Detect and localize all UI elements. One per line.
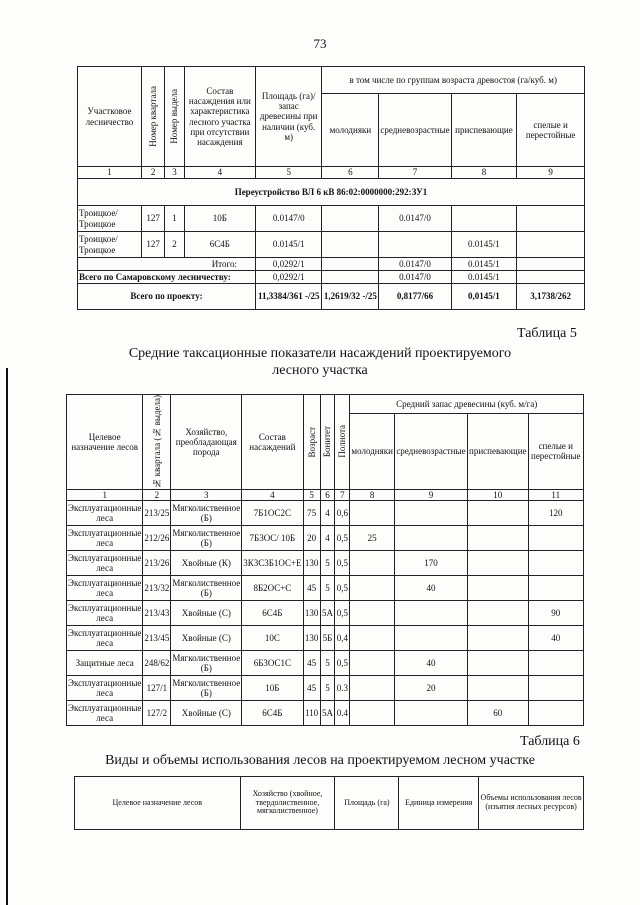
cell	[394, 500, 467, 525]
header-sostav: Состав насаждений	[242, 395, 303, 490]
cell: 0,8177/66	[379, 284, 451, 310]
table-6-title: Виды и объемы использования лесов на проектируемом лесном участке	[105, 753, 535, 768]
table-row	[67, 700, 584, 725]
cell: 0,5	[335, 650, 350, 675]
table-row	[67, 550, 584, 575]
cell: 3К3С3Б1ОС+Е	[242, 550, 303, 575]
header-sostav: Состав насаждения или характеристика лесного участка при отсутствии насаждения	[184, 67, 255, 167]
cell	[517, 271, 585, 284]
cell: 127/2	[143, 700, 171, 725]
cell: 0,0145/1	[451, 284, 517, 310]
cell: 213/45	[143, 625, 171, 650]
col-num: 9	[394, 489, 467, 500]
cell: 5А	[320, 700, 335, 725]
cell	[528, 525, 583, 550]
header-naznachenie: Целевое назначение лесов	[75, 777, 241, 830]
cell	[528, 575, 583, 600]
cell: Хвойные (К)	[171, 550, 242, 575]
header-kvartal: Номер квартала	[141, 67, 164, 167]
cell: 5	[320, 575, 335, 600]
cell: Всего по Самаровскому лесничеству:	[78, 271, 256, 284]
cell	[468, 675, 529, 700]
col-num: 11	[528, 489, 583, 500]
table-4-continued	[77, 66, 585, 310]
cell: 10Б	[184, 206, 255, 232]
cell	[468, 575, 529, 600]
page-number: 73	[313, 36, 327, 51]
cell: Итого:	[78, 258, 256, 271]
cell: 6С4Б	[242, 600, 303, 625]
margin-line	[6, 368, 8, 905]
cell: 0,6	[335, 500, 350, 525]
table-row	[78, 232, 585, 258]
cell: 45	[303, 575, 320, 600]
cell: 0,0292/1	[255, 258, 321, 271]
cell	[468, 625, 529, 650]
cell: 6С4Б	[184, 232, 255, 258]
cell	[468, 550, 529, 575]
cell: 0.0147/0	[255, 206, 321, 232]
table-row	[67, 650, 584, 675]
cell: 110	[303, 700, 320, 725]
header-vydel: Номер выдела	[165, 67, 184, 167]
cell	[528, 650, 583, 675]
cell: 0.0147/0	[379, 258, 451, 271]
cell: 130	[303, 600, 320, 625]
header-naznachenie: Целевое назначение лесов	[67, 395, 143, 490]
cell: 60	[468, 700, 529, 725]
cell	[322, 258, 379, 271]
cell	[350, 600, 395, 625]
cell	[322, 206, 379, 232]
header-spel: спелые и перестойные	[528, 413, 583, 489]
cell: 5	[320, 550, 335, 575]
cell: 4	[320, 525, 335, 550]
cell: 40	[528, 625, 583, 650]
cell: 25	[350, 525, 395, 550]
cell: Хвойные (С)	[171, 625, 242, 650]
cell: 213/25	[143, 500, 171, 525]
header-sredn: средневозрастные	[379, 94, 451, 167]
cell: 5	[320, 650, 335, 675]
header-molod: молодняки	[322, 94, 379, 167]
header-obem: Объемы использования лесов (изъятия лесных ресурсов)	[479, 777, 584, 830]
table-5-title-line-2: лесного участка	[272, 363, 368, 378]
cell	[468, 600, 529, 625]
cell	[350, 500, 395, 525]
table-row	[67, 675, 584, 700]
cell: 3,1738/262	[517, 284, 585, 310]
cell: 0,5	[335, 600, 350, 625]
cell: 7Б3ОС/ 10Б	[242, 525, 303, 550]
cell: 212/26	[143, 525, 171, 550]
table-row	[67, 525, 584, 550]
col-num: 1	[67, 489, 143, 500]
table-5-title-line-1: Средние таксационные показатели насаждений проектируемого	[128, 346, 512, 361]
cell: Эксплуатационные леса	[67, 675, 143, 700]
cell: Эксплуатационные леса	[67, 700, 143, 725]
cell: Мягколиственное (Б)	[171, 675, 242, 700]
cell: 75	[303, 500, 320, 525]
cell: 127/1	[143, 675, 171, 700]
vsego-lesnichestvo-row	[78, 271, 585, 284]
column-numbers-row	[67, 489, 584, 500]
cell: Мягколиственное (Б)	[171, 650, 242, 675]
cell: 0,5	[335, 550, 350, 575]
cell	[350, 700, 395, 725]
cell: Эксплуатационные леса	[67, 575, 143, 600]
cell	[379, 232, 451, 258]
cell: 130	[303, 625, 320, 650]
cell	[468, 500, 529, 525]
cell	[350, 625, 395, 650]
cell	[350, 675, 395, 700]
col-num: 6	[320, 489, 335, 500]
col-num: 2	[141, 167, 164, 179]
cell	[394, 700, 467, 725]
cell: 0.0145/1	[451, 271, 517, 284]
header-sredn: средневозрастные	[394, 413, 467, 489]
cell: Мягколиственное (Б)	[171, 575, 242, 600]
cell: 10Б	[242, 675, 303, 700]
cell: 127	[141, 232, 164, 258]
col-num: 7	[335, 489, 350, 500]
cell: 6Б3ОС1С	[242, 650, 303, 675]
cell: 0,4	[335, 625, 350, 650]
cell: 130	[303, 550, 320, 575]
cell: 40	[394, 575, 467, 600]
cell: 213/43	[143, 600, 171, 625]
cell: 5А	[320, 600, 335, 625]
header-hozyaystvo: Хозяйство (хвойное, твердолиственное, мягколиственное)	[240, 777, 335, 830]
vsego-proekt-row	[78, 284, 585, 310]
col-num: 5	[255, 167, 321, 179]
cell: Хвойные (С)	[171, 700, 242, 725]
header-hozyaystvo: Хозяйство, преобладающая порода	[171, 395, 242, 490]
cell: 90	[528, 600, 583, 625]
column-numbers-row	[78, 167, 585, 179]
cell: 1,2619/32 -/25	[322, 284, 379, 310]
cell	[394, 600, 467, 625]
col-num: 8	[350, 489, 395, 500]
cell	[350, 550, 395, 575]
cell: Эксплуатационные леса	[67, 625, 143, 650]
cell	[322, 232, 379, 258]
cell	[394, 625, 467, 650]
cell: Троицкое/ Троицкое	[78, 232, 142, 258]
cell: 7Б1ОС2С	[242, 500, 303, 525]
col-num: 3	[171, 489, 242, 500]
header-bonitet: Бонитет	[320, 395, 335, 490]
cell	[468, 525, 529, 550]
cell: 2	[165, 232, 184, 258]
header-zapas: Средний запас древесины (куб. м/га)	[350, 395, 584, 414]
table-row	[67, 575, 584, 600]
header-age-groups: в том числе по группам возраста древостоя (га/куб. м)	[322, 67, 585, 94]
cell: 170	[394, 550, 467, 575]
table-5-caption: Таблица 5	[517, 326, 577, 341]
header-spel: спелые и перестойные	[517, 94, 585, 167]
col-num: 7	[379, 167, 451, 179]
header-kvartal: № квартала (№ выдела)	[143, 395, 171, 490]
cell: 0.4	[335, 700, 350, 725]
cell: 45	[303, 675, 320, 700]
header-lesnichestvo: Участковое лесничество	[78, 67, 142, 167]
cell: 0.0147/0	[379, 206, 451, 232]
header-molod: молодняки	[350, 413, 395, 489]
cell: 0,0292/1	[255, 271, 321, 284]
col-num: 10	[468, 489, 529, 500]
table-row	[67, 600, 584, 625]
cell	[350, 575, 395, 600]
cell: 20	[303, 525, 320, 550]
cell: 1	[165, 206, 184, 232]
cell: Эксплуатационные леса	[67, 525, 143, 550]
col-num: 6	[322, 167, 379, 179]
cell: 0.0145/1	[451, 258, 517, 271]
header-prisp: приспевающие	[451, 94, 517, 167]
cell: 0.0145/1	[255, 232, 321, 258]
header-prisp: приспевающие	[468, 413, 529, 489]
header-polnota: Полнота	[335, 395, 350, 490]
cell: Эксплуатационные леса	[67, 500, 143, 525]
cell: Эксплуатационные леса	[67, 600, 143, 625]
cell: Мягколиственное (Б)	[171, 500, 242, 525]
cell: 5	[320, 675, 335, 700]
cell: Защитные леса	[67, 650, 143, 675]
table-6-caption: Таблица 6	[520, 734, 580, 749]
cell: 10С	[242, 625, 303, 650]
col-num: 4	[242, 489, 303, 500]
cell: 0,5	[335, 525, 350, 550]
cell: 0,5	[335, 575, 350, 600]
cell	[451, 206, 517, 232]
cell: Эксплуатационные леса	[67, 550, 143, 575]
cell: 120	[528, 500, 583, 525]
table-5	[66, 394, 584, 726]
table-6	[74, 776, 584, 830]
cell	[528, 700, 583, 725]
cell	[517, 258, 585, 271]
cell	[528, 675, 583, 700]
cell: Всего по проекту:	[78, 284, 256, 310]
cell: 6С4Б	[242, 700, 303, 725]
cell: 11,3384/361 -/25	[255, 284, 321, 310]
cell	[468, 650, 529, 675]
cell: Мягколиственное (Б)	[171, 525, 242, 550]
cell: 45	[303, 650, 320, 675]
header-ploshad: Площадь (га)	[335, 777, 399, 830]
cell	[517, 232, 585, 258]
cell: Хвойные (С)	[171, 600, 242, 625]
header-ploshad: Площадь (га)/запас древесины при наличии (куб. м)	[255, 67, 321, 167]
header-edinica: Единица измерения	[399, 777, 479, 830]
cell: 8Б2ОС+С	[242, 575, 303, 600]
col-num: 8	[451, 167, 517, 179]
itogo-row	[78, 258, 585, 271]
col-num: 5	[303, 489, 320, 500]
cell: 40	[394, 650, 467, 675]
cell: 213/32	[143, 575, 171, 600]
col-num: 9	[517, 167, 585, 179]
col-num: 1	[78, 167, 142, 179]
cell: 0.3	[335, 675, 350, 700]
cell: 0.0145/1	[451, 232, 517, 258]
cell: 127	[141, 206, 164, 232]
cell: 4	[320, 500, 335, 525]
cell: 248/62	[143, 650, 171, 675]
cell	[322, 271, 379, 284]
cell	[528, 550, 583, 575]
cell	[350, 650, 395, 675]
table-row	[67, 625, 584, 650]
cell	[517, 206, 585, 232]
cell: Троицкое/ Троицкое	[78, 206, 142, 232]
table-row	[67, 500, 584, 525]
table-row	[78, 206, 585, 232]
cell: 213/26	[143, 550, 171, 575]
col-num: 3	[165, 167, 184, 179]
col-num: 2	[143, 489, 171, 500]
cell	[394, 525, 467, 550]
cell: 5Б	[320, 625, 335, 650]
cell: 20	[394, 675, 467, 700]
col-num: 4	[184, 167, 255, 179]
section-header: Переустройство ВЛ 6 кВ 86:02:0000000:292:ЗУ1	[78, 179, 585, 206]
cell: 0.0147/0	[379, 271, 451, 284]
header-vozrast: Возраст	[303, 395, 320, 490]
